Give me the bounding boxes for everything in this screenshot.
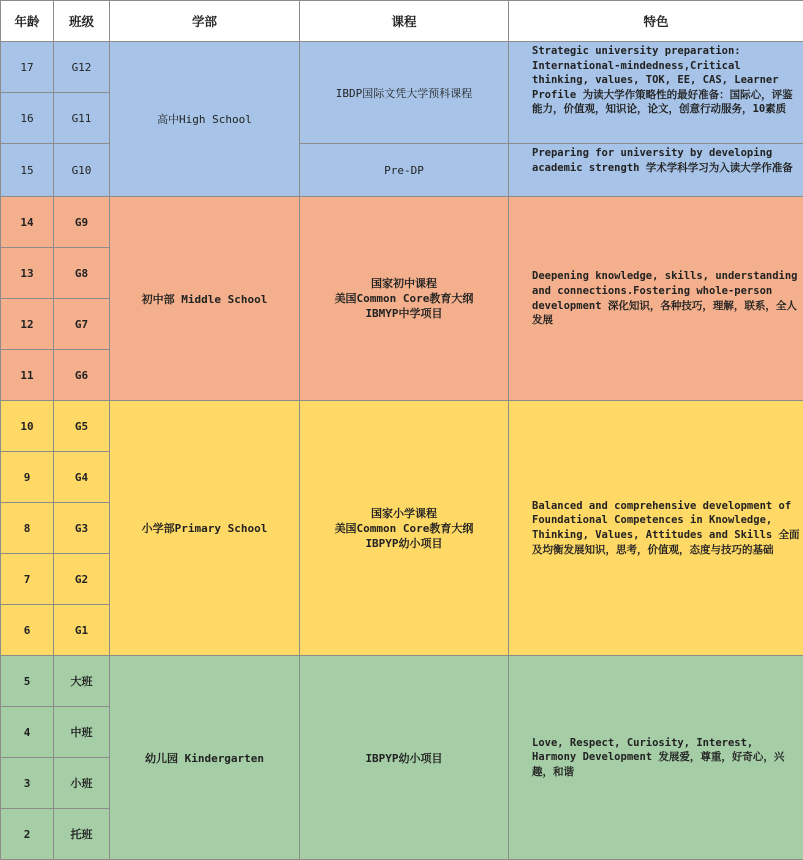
grade-cell: G1 — [54, 605, 110, 656]
age-cell: 10 — [1, 401, 54, 452]
curriculum-line: IBPYP幼小项目 — [300, 536, 508, 551]
header-curriculum: 课程 — [300, 1, 509, 42]
curriculum-line: 美国Common Core教育大纲 — [300, 521, 508, 536]
curriculum-ibdp: IBDP国际文凭大学预科课程 — [300, 42, 509, 144]
features-kindergarten: Love, Respect, Curiosity, Interest, Harmony Development 发展爱，尊重，好奇心，兴趣，和谐 — [509, 656, 803, 860]
grade-cell: G11 — [54, 93, 110, 144]
curriculum-line: 国家小学课程 — [300, 506, 508, 521]
grade-cell: G8 — [54, 248, 110, 299]
age-cell: 5 — [1, 656, 54, 707]
curriculum-pre-dp: Pre-DP — [300, 144, 509, 197]
division-kindergarten: 幼儿园 Kindergarten — [110, 656, 300, 860]
table-row — [1, 42, 803, 93]
curriculum-middle-school — [300, 197, 509, 401]
grade-cell: G7 — [54, 299, 110, 350]
table-row — [1, 401, 803, 452]
age-cell: 17 — [1, 42, 54, 93]
age-cell: 7 — [1, 554, 54, 605]
age-cell: 13 — [1, 248, 54, 299]
age-cell: 6 — [1, 605, 54, 656]
header-features: 特色 — [509, 1, 803, 42]
curriculum-primary-school — [300, 401, 509, 656]
grade-cell: G10 — [54, 144, 110, 197]
curriculum-line: 美国Common Core教育大纲 — [300, 291, 508, 306]
grade-cell: G2 — [54, 554, 110, 605]
age-cell: 11 — [1, 350, 54, 401]
grade-cell: G6 — [54, 350, 110, 401]
features-pre-dp: Preparing for university by developing academic strength 学术学科学习为入读大学作准备 — [509, 144, 803, 197]
age-cell: 14 — [1, 197, 54, 248]
curriculum-line: 国家初中课程 — [300, 276, 508, 291]
curriculum-kindergarten: IBPYP幼小项目 — [300, 656, 509, 860]
division-high-school: 高中High School — [110, 42, 300, 197]
header-age: 年龄 — [1, 1, 54, 42]
grade-cell: G4 — [54, 452, 110, 503]
grade-cell: 小班 — [54, 758, 110, 809]
age-cell: 9 — [1, 452, 54, 503]
table-row — [1, 656, 803, 707]
age-cell: 16 — [1, 93, 54, 144]
grade-cell: 大班 — [54, 656, 110, 707]
grade-cell: G12 — [54, 42, 110, 93]
header-division: 学部 — [110, 1, 300, 42]
age-cell: 15 — [1, 144, 54, 197]
grade-cell: G5 — [54, 401, 110, 452]
division-middle-school: 初中部 Middle School — [110, 197, 300, 401]
age-cell: 4 — [1, 707, 54, 758]
age-cell: 3 — [1, 758, 54, 809]
division-primary-school: 小学部Primary School — [110, 401, 300, 656]
curriculum-line: IBMYP中学项目 — [300, 306, 508, 321]
age-cell: 2 — [1, 809, 54, 860]
header-grade: 班级 — [54, 1, 110, 42]
features-middle-school: Deepening knowledge, skills, understanding and connections.Fostering whole-person development 深化知识，各种技巧，理解，联系，全人发展 — [509, 197, 803, 401]
table-row — [1, 197, 803, 248]
grade-cell: 中班 — [54, 707, 110, 758]
grade-cell: 托班 — [54, 809, 110, 860]
age-cell: 12 — [1, 299, 54, 350]
grade-cell: G9 — [54, 197, 110, 248]
grade-cell: G3 — [54, 503, 110, 554]
header-row — [1, 1, 803, 42]
age-cell: 8 — [1, 503, 54, 554]
features-ibdp: Strategic university preparation: International-mindedness,Critical thinking, values, TOK, EE, CAS, Learner Profile 为读大学作策略性的最好准备：国际心，评鉴能力，价值观，知识论，论文，创意行动服务，10素质 — [509, 42, 803, 144]
features-primary-school: Balanced and comprehensive development of Foundational Competences in Knowledge, Thinking, Values, Attitudes and Skills 全面及均衡发展知识，思考，价值观，态度与技巧的基础 — [509, 401, 803, 656]
